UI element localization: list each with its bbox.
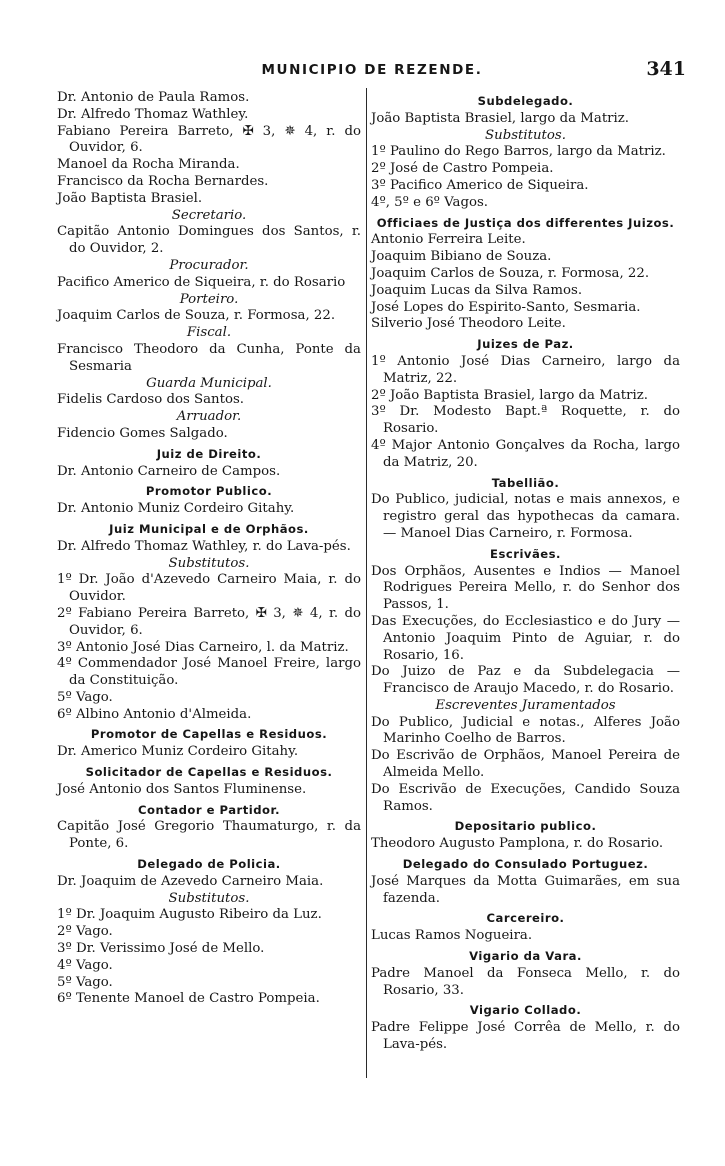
- entry-line: Dr. Alfredo Thomaz Wathley, r. do Lava-pés.: [57, 538, 351, 554]
- entry-line: 5º Vago.: [57, 689, 113, 705]
- entry-line: 2º Fabiano Pereira Barreto, ✠ 3, ✵ 4, r. do Ouvidor, 6.: [57, 605, 361, 638]
- right-column: [371, 90, 680, 1054]
- entry-line: Theodoro Augusto Pamplona, r. do Rosario.: [371, 836, 664, 852]
- section-heading: Depositario publico.: [454, 819, 597, 834]
- entry-line: Do Publico, Judicial e notas., Alferes João Marinho Coelho de Barros.: [371, 714, 680, 747]
- subsection-label: Secretario.: [171, 207, 247, 223]
- entry-line: Capitão Antonio Domingues dos Santos, r. do Ouvidor, 2.: [57, 224, 361, 257]
- subsection-label: Arruador.: [176, 409, 242, 425]
- entry-line: Do Escrivão de Execuções, Candido Souza Ramos.: [371, 781, 680, 814]
- entry-line: 3º Pacifico Americo de Siqueira.: [371, 177, 589, 193]
- left-column: [57, 90, 361, 1008]
- entry-line: José Antonio dos Santos Fluminense.: [57, 781, 307, 797]
- entry-line: 4º Commendador José Manoel Freire, largo da Constituição.: [57, 656, 361, 689]
- entry-line: 3º Dr. Modesto Bapt.ª Roquette, r. do Rosario.: [371, 404, 680, 437]
- entry-line: Joaquim Carlos de Souza, r. Formosa, 22.: [371, 265, 650, 281]
- entry-line: 3º Antonio José Dias Carneiro, l. da Matriz.: [57, 639, 349, 655]
- section-heading: Juiz de Direito.: [156, 446, 262, 461]
- entry-line: Silverio José Theodoro Leite.: [371, 316, 566, 332]
- entry-line: Joaquim Bibiano de Souza.: [371, 249, 552, 265]
- entry-line: João Baptista Brasiel.: [57, 190, 203, 206]
- entry-line: Pacifico Americo de Siqueira, r. do Rosario: [57, 274, 346, 290]
- entry-line: 6º Albino Antonio d'Almeida.: [57, 706, 252, 722]
- entry-line: José Marques da Motta Guimarães, em sua fazenda.: [371, 873, 680, 906]
- entry-line: 2º João Baptista Brasiel, largo da Matriz.: [371, 387, 648, 403]
- section-heading: Tabellião.: [491, 475, 560, 490]
- entry-line: Padre Felippe José Corrêa de Mello, r. do Lava-pés.: [371, 1020, 680, 1053]
- entry-line: Do Publico, judicial, notas e mais annexos, e registro geral das hypothecas da camara. — Manoel Dias Carneiro, r. Formosa.: [371, 492, 680, 541]
- subsection-label: Substitutos.: [485, 127, 566, 143]
- entry-line: Capitão José Gregorio Thaumaturgo, r. da Ponte, 6.: [57, 819, 361, 852]
- subsection-label: Fiscal.: [186, 325, 232, 341]
- entry-line: Joaquim Carlos de Souza, r. Formosa, 22.: [57, 308, 336, 324]
- entry-line: 4º, 5º e 6º Vagos.: [371, 194, 489, 210]
- entry-line: Dr. Antonio Muniz Cordeiro Gitahy.: [57, 501, 295, 517]
- entry-line: Francisco da Rocha Bernardes.: [57, 173, 269, 189]
- section-heading: Delegado de Policia.: [137, 857, 281, 872]
- section-heading: Vigario Collado.: [469, 1003, 582, 1018]
- section-heading: Solicitador de Capellas e Residuos.: [85, 765, 333, 780]
- entry-line: Fabiano Pereira Barreto, ✠ 3, ✵ 4, r. do Ouvidor, 6.: [57, 123, 361, 156]
- subsection-label: Substitutos.: [168, 890, 250, 906]
- entry-line: Antonio Ferreira Leite.: [371, 232, 526, 248]
- section-heading: Vigario da Vara.: [469, 949, 582, 964]
- subsection-label: Porteiro.: [179, 291, 239, 307]
- entry-line: 1º Paulino do Rego Barros, largo da Matriz.: [371, 144, 666, 160]
- entry-line: 6º Tenente Manoel de Castro Pompeia.: [57, 991, 320, 1007]
- entry-line: 1º Antonio José Dias Carneiro, largo da Matriz, 22.: [371, 353, 680, 386]
- column-divider: [366, 88, 367, 1078]
- subsection-label: Guarda Municipal.: [146, 375, 272, 391]
- entry-line: Francisco Theodoro da Cunha, Ponte da Sesmaria: [57, 341, 361, 374]
- entry-line: Do Escrivão de Orphãos, Manoel Pereira de Almeida Mello.: [371, 748, 680, 781]
- entry-line: Dr. Joaquim de Azevedo Carneiro Maia.: [57, 873, 324, 889]
- subsection-label: Escreventes Juramentados: [435, 697, 616, 713]
- entry-line: Manoel da Rocha Miranda.: [57, 157, 240, 173]
- subsection-label: Procurador.: [169, 257, 249, 273]
- entry-line: Dr. Alfredo Thomaz Wathley.: [57, 106, 249, 122]
- section-heading: Escrivães.: [490, 546, 561, 561]
- entry-line: Lucas Ramos Nogueira.: [371, 928, 533, 944]
- subsection-label: Substitutos.: [168, 555, 250, 571]
- page-header: [58, 58, 686, 84]
- entry-line: 4º Major Antonio Gonçalves da Rocha, largo da Matriz, 20.: [371, 437, 680, 470]
- section-heading: Juizes de Paz.: [477, 337, 574, 352]
- section-heading: Juiz Municipal e de Orphãos.: [109, 521, 309, 536]
- entry-line: 1º Dr. João d'Azevedo Carneiro Maia, r. do Ouvidor.: [57, 572, 361, 605]
- entry-line: Dr. Antonio de Paula Ramos.: [57, 90, 250, 105]
- entry-line: Fidencio Gomes Salgado.: [57, 425, 228, 441]
- entry-line: 2º Vago.: [57, 924, 113, 940]
- page-number: 341: [646, 58, 686, 80]
- entry-line: 5º Vago.: [57, 974, 113, 990]
- page-title: MUNICIPIO DE REZENDE.: [261, 62, 483, 78]
- section-heading: Carcereiro.: [486, 911, 565, 926]
- entry-line: João Baptista Brasiel, largo da Matriz.: [371, 110, 630, 126]
- entry-line: 4º Vago.: [57, 957, 113, 973]
- entry-line: Dr. Antonio Carneiro de Campos.: [57, 463, 281, 479]
- entry-line: Do Juizo de Paz e da Subdelegacia — Francisco de Araujo Macedo, r. do Rosario.: [371, 664, 680, 697]
- entry-line: 1º Dr. Joaquim Augusto Ribeiro da Luz.: [57, 907, 322, 923]
- section-heading: Delegado do Consulado Portuguez.: [402, 857, 649, 872]
- section-heading: Contador e Partidor.: [138, 802, 280, 817]
- entry-line: José Lopes do Espirito-Santo, Sesmaria.: [371, 299, 641, 315]
- entry-line: Dr. Americo Muniz Cordeiro Gitahy.: [57, 744, 299, 760]
- entry-line: Das Execuções, do Ecclesiastico e do Jury — Antonio Joaquim Pinto de Aguiar, r. do Rosario, 16.: [371, 613, 680, 663]
- section-heading: Officiaes de Justiça dos differentes Juizos.: [376, 215, 675, 230]
- entry-line: 3º Dr. Verissimo José de Mello.: [57, 941, 265, 957]
- section-heading: Promotor Publico.: [145, 484, 273, 499]
- entry-line: 2º José de Castro Pompeia.: [371, 161, 554, 177]
- entry-line: Dos Orphãos, Ausentes e Indios — Manoel Rodrigues Pereira Mello, r. do Senhor dos Passos, 1.: [371, 563, 680, 613]
- entry-line: Padre Manoel da Fonseca Mello, r. do Rosario, 33.: [371, 965, 680, 998]
- entry-line: Joaquim Lucas da Silva Ramos.: [371, 282, 583, 298]
- entry-line: Fidelis Cardoso dos Santos.: [57, 392, 245, 408]
- section-heading: Subdelegado.: [477, 94, 574, 108]
- section-heading: Promotor de Capellas e Residuos.: [90, 727, 328, 742]
